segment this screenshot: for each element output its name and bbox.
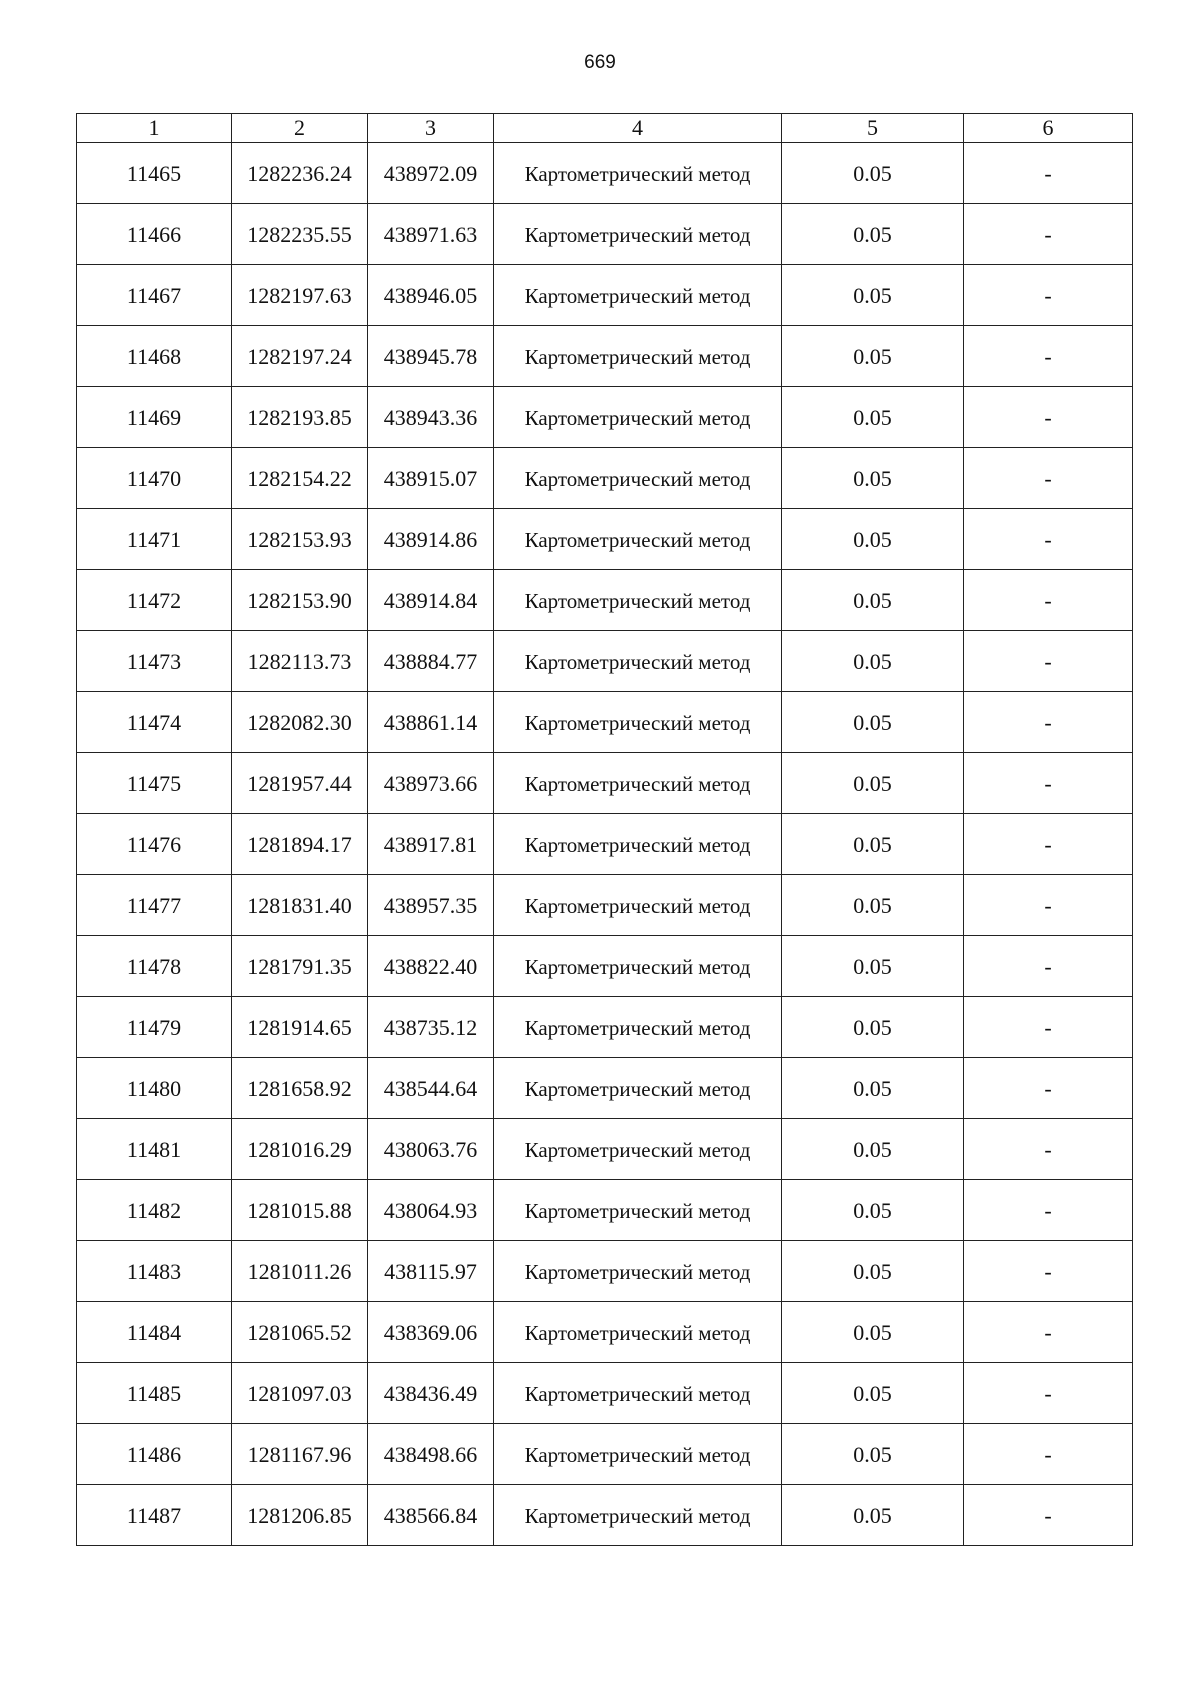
cell-coord-y: 438914.84 (368, 570, 494, 631)
cell-accuracy: 0.05 (782, 265, 964, 326)
header-col-6: 6 (964, 114, 1133, 143)
cell-point-number: 11466 (77, 204, 232, 265)
cell-point-number: 11481 (77, 1119, 232, 1180)
cell-accuracy: 0.05 (782, 204, 964, 265)
cell-coord-y: 438884.77 (368, 631, 494, 692)
cell-coord-y: 438115.97 (368, 1241, 494, 1302)
cell-coord-y: 438915.07 (368, 448, 494, 509)
cell-method: Картометрический метод (494, 814, 782, 875)
cell-coord-x: 1282082.30 (232, 692, 368, 753)
cell-coord-y: 438917.81 (368, 814, 494, 875)
table-row (77, 1241, 1133, 1302)
cell-accuracy: 0.05 (782, 1302, 964, 1363)
table-row (77, 1119, 1133, 1180)
cell-accuracy: 0.05 (782, 509, 964, 570)
cell-method: Картометрический метод (494, 570, 782, 631)
cell-accuracy: 0.05 (782, 1058, 964, 1119)
cell-note: - (964, 265, 1133, 326)
cell-point-number: 11476 (77, 814, 232, 875)
cell-coord-x: 1281065.52 (232, 1302, 368, 1363)
cell-coord-y: 438943.36 (368, 387, 494, 448)
table-row (77, 326, 1133, 387)
cell-coord-x: 1281206.85 (232, 1485, 368, 1546)
cell-coord-y: 438064.93 (368, 1180, 494, 1241)
header-col-3: 3 (368, 114, 494, 143)
cell-coord-y: 438945.78 (368, 326, 494, 387)
cell-accuracy: 0.05 (782, 997, 964, 1058)
cell-coord-x: 1282235.55 (232, 204, 368, 265)
cell-point-number: 11486 (77, 1424, 232, 1485)
cell-method: Картометрический метод (494, 1302, 782, 1363)
table-row (77, 875, 1133, 936)
page-number: 669 (584, 52, 616, 73)
cell-method: Картометрический метод (494, 1119, 782, 1180)
cell-accuracy: 0.05 (782, 1363, 964, 1424)
cell-accuracy: 0.05 (782, 1119, 964, 1180)
cell-coord-y: 438861.14 (368, 692, 494, 753)
cell-coord-x: 1282153.93 (232, 509, 368, 570)
cell-coord-x: 1282197.24 (232, 326, 368, 387)
cell-coord-x: 1281167.96 (232, 1424, 368, 1485)
table-row (77, 204, 1133, 265)
cell-note: - (964, 1241, 1133, 1302)
cell-point-number: 11471 (77, 509, 232, 570)
header-col-2: 2 (232, 114, 368, 143)
header-col-1: 1 (77, 114, 232, 143)
cell-point-number: 11480 (77, 1058, 232, 1119)
cell-coord-x: 1282193.85 (232, 387, 368, 448)
cell-accuracy: 0.05 (782, 448, 964, 509)
cell-point-number: 11474 (77, 692, 232, 753)
cell-accuracy: 0.05 (782, 143, 964, 204)
cell-note: - (964, 570, 1133, 631)
cell-accuracy: 0.05 (782, 692, 964, 753)
cell-method: Картометрический метод (494, 1241, 782, 1302)
cell-coord-x: 1281894.17 (232, 814, 368, 875)
table-row (77, 1180, 1133, 1241)
cell-point-number: 11470 (77, 448, 232, 509)
cell-accuracy: 0.05 (782, 936, 964, 997)
cell-point-number: 11467 (77, 265, 232, 326)
cell-note: - (964, 1485, 1133, 1546)
cell-method: Картометрический метод (494, 753, 782, 814)
cell-note: - (964, 143, 1133, 204)
table-row (77, 570, 1133, 631)
cell-coord-y: 438498.66 (368, 1424, 494, 1485)
table-row (77, 814, 1133, 875)
cell-method: Картометрический метод (494, 631, 782, 692)
table-row (77, 936, 1133, 997)
cell-coord-y: 438822.40 (368, 936, 494, 997)
cell-method: Картометрический метод (494, 143, 782, 204)
table-row (77, 692, 1133, 753)
cell-method: Картометрический метод (494, 1180, 782, 1241)
cell-accuracy: 0.05 (782, 814, 964, 875)
table-body (77, 143, 1133, 1546)
cell-accuracy: 0.05 (782, 387, 964, 448)
cell-method: Картометрический метод (494, 265, 782, 326)
table-row (77, 1485, 1133, 1546)
cell-point-number: 11482 (77, 1180, 232, 1241)
cell-method: Картометрический метод (494, 1363, 782, 1424)
cell-note: - (964, 936, 1133, 997)
cell-note: - (964, 1363, 1133, 1424)
table-row (77, 1302, 1133, 1363)
table-row (77, 387, 1133, 448)
cell-method: Картометрический метод (494, 387, 782, 448)
cell-method: Картометрический метод (494, 1424, 782, 1485)
cell-coord-x: 1281914.65 (232, 997, 368, 1058)
cell-accuracy: 0.05 (782, 570, 964, 631)
cell-point-number: 11473 (77, 631, 232, 692)
cell-point-number: 11487 (77, 1485, 232, 1546)
cell-point-number: 11472 (77, 570, 232, 631)
cell-point-number: 11469 (77, 387, 232, 448)
cell-coord-x: 1281791.35 (232, 936, 368, 997)
cell-accuracy: 0.05 (782, 1485, 964, 1546)
cell-method: Картометрический метод (494, 448, 782, 509)
cell-note: - (964, 1180, 1133, 1241)
cell-note: - (964, 875, 1133, 936)
cell-note: - (964, 387, 1133, 448)
cell-coord-y: 438436.49 (368, 1363, 494, 1424)
table-row (77, 1363, 1133, 1424)
table-row (77, 631, 1133, 692)
cell-method: Картометрический метод (494, 1058, 782, 1119)
cell-coord-x: 1282153.90 (232, 570, 368, 631)
cell-point-number: 11478 (77, 936, 232, 997)
table-row (77, 509, 1133, 570)
cell-coord-y: 438544.64 (368, 1058, 494, 1119)
cell-coord-x: 1282197.63 (232, 265, 368, 326)
cell-accuracy: 0.05 (782, 875, 964, 936)
cell-method: Картометрический метод (494, 692, 782, 753)
cell-method: Картометрический метод (494, 875, 782, 936)
cell-coord-y: 438957.35 (368, 875, 494, 936)
cell-coord-y: 438946.05 (368, 265, 494, 326)
table-row (77, 265, 1133, 326)
header-col-5: 5 (782, 114, 964, 143)
cell-accuracy: 0.05 (782, 631, 964, 692)
cell-point-number: 11465 (77, 143, 232, 204)
cell-coord-y: 438972.09 (368, 143, 494, 204)
cell-method: Картометрический метод (494, 1485, 782, 1546)
cell-method: Картометрический метод (494, 936, 782, 997)
cell-point-number: 11468 (77, 326, 232, 387)
cell-method: Картометрический метод (494, 204, 782, 265)
table-row (77, 1058, 1133, 1119)
table-header (77, 114, 1133, 143)
cell-coord-x: 1281957.44 (232, 753, 368, 814)
cell-note: - (964, 509, 1133, 570)
cell-accuracy: 0.05 (782, 1241, 964, 1302)
cell-coord-y: 438063.76 (368, 1119, 494, 1180)
cell-coord-x: 1282154.22 (232, 448, 368, 509)
cell-coord-x: 1282236.24 (232, 143, 368, 204)
cell-point-number: 11484 (77, 1302, 232, 1363)
cell-note: - (964, 1119, 1133, 1180)
header-col-4: 4 (494, 114, 782, 143)
cell-coord-y: 438971.63 (368, 204, 494, 265)
cell-note: - (964, 631, 1133, 692)
cell-note: - (964, 692, 1133, 753)
cell-coord-y: 438914.86 (368, 509, 494, 570)
cell-coord-y: 438735.12 (368, 997, 494, 1058)
cell-point-number: 11475 (77, 753, 232, 814)
table-row (77, 143, 1133, 204)
cell-coord-x: 1281831.40 (232, 875, 368, 936)
cell-point-number: 11479 (77, 997, 232, 1058)
cell-coord-x: 1282113.73 (232, 631, 368, 692)
cell-coord-y: 438973.66 (368, 753, 494, 814)
cell-point-number: 11485 (77, 1363, 232, 1424)
cell-method: Картометрический метод (494, 326, 782, 387)
cell-coord-y: 438566.84 (368, 1485, 494, 1546)
coordinates-table (76, 113, 1133, 1546)
cell-note: - (964, 326, 1133, 387)
cell-note: - (964, 1424, 1133, 1485)
cell-accuracy: 0.05 (782, 1424, 964, 1485)
cell-point-number: 11483 (77, 1241, 232, 1302)
cell-coord-x: 1281016.29 (232, 1119, 368, 1180)
cell-accuracy: 0.05 (782, 326, 964, 387)
cell-method: Картометрический метод (494, 997, 782, 1058)
header-row (77, 114, 1133, 143)
table-row (77, 1424, 1133, 1485)
cell-note: - (964, 1058, 1133, 1119)
cell-method: Картометрический метод (494, 509, 782, 570)
table-row (77, 448, 1133, 509)
cell-accuracy: 0.05 (782, 753, 964, 814)
cell-note: - (964, 1302, 1133, 1363)
cell-coord-y: 438369.06 (368, 1302, 494, 1363)
cell-coord-x: 1281015.88 (232, 1180, 368, 1241)
cell-note: - (964, 204, 1133, 265)
cell-accuracy: 0.05 (782, 1180, 964, 1241)
cell-coord-x: 1281011.26 (232, 1241, 368, 1302)
cell-coord-x: 1281097.03 (232, 1363, 368, 1424)
cell-note: - (964, 814, 1133, 875)
table-row (77, 753, 1133, 814)
cell-coord-x: 1281658.92 (232, 1058, 368, 1119)
cell-point-number: 11477 (77, 875, 232, 936)
table-row (77, 997, 1133, 1058)
cell-note: - (964, 997, 1133, 1058)
cell-note: - (964, 448, 1133, 509)
cell-note: - (964, 753, 1133, 814)
